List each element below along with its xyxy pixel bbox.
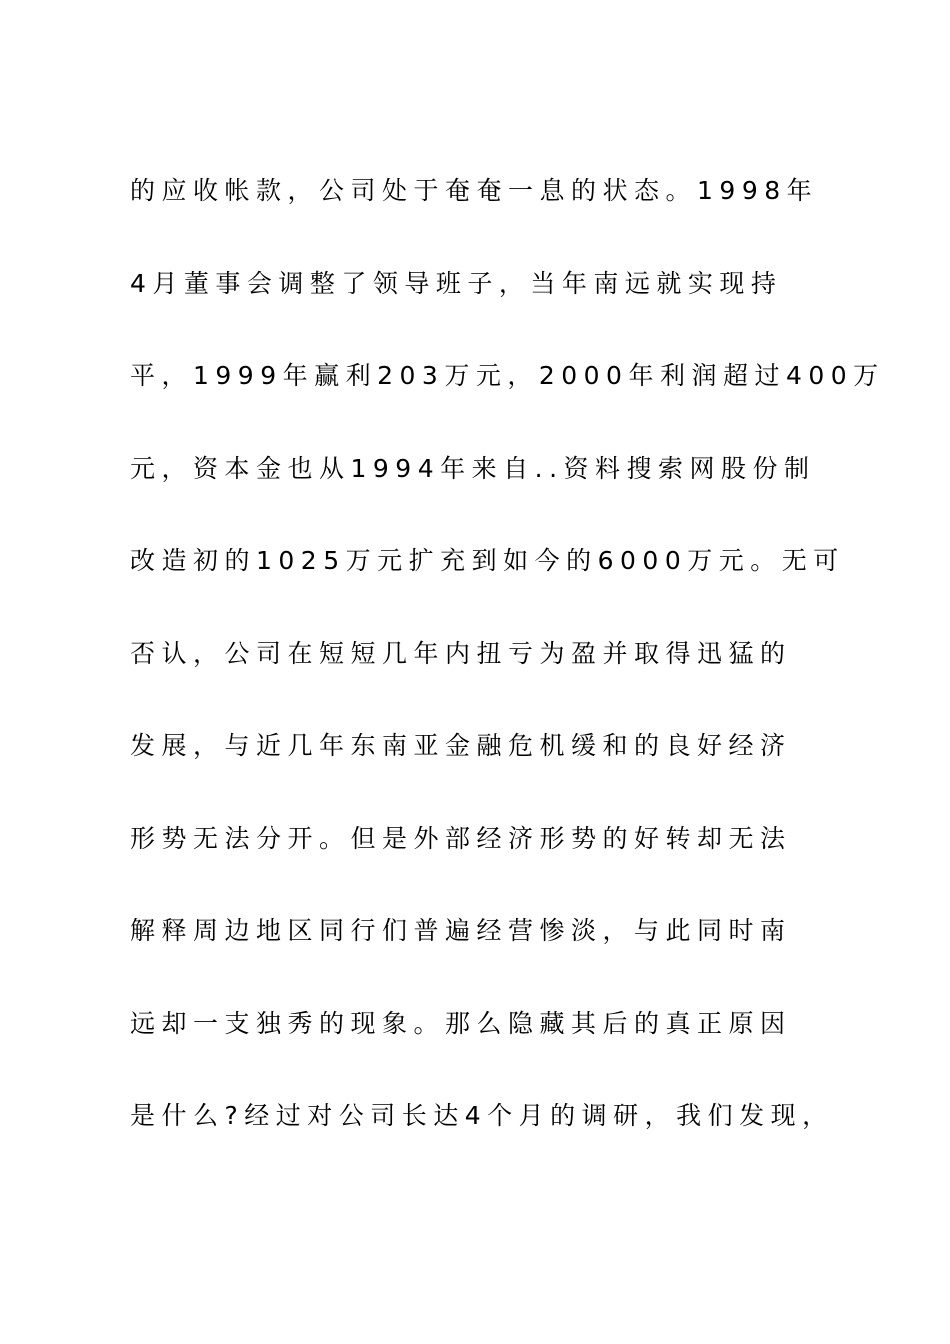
body-text (130, 166, 885, 1184)
text-line: 否认，公司在短短几年内扭亏为盈并取得迅猛的 (130, 638, 792, 668)
text-line: 的应收帐款，公司处于奄奄一息的状态。1998年 (130, 176, 819, 205)
text-line: 是什么?经过对公司长达4个月的调研，我们发现， (130, 1101, 834, 1130)
text-line: 改造初的1025万元扩充到如今的6000万元。无可 (130, 546, 845, 575)
text-line: 4月董事会调整了领导班子，当年南远就实现持 (130, 268, 783, 298)
text-line: 元，资本金也从1994年来自..资料搜索网股份制 (130, 453, 816, 483)
text-line: 解释周边地区同行们普遍经营惨淡，与此同时南 (130, 916, 792, 945)
text-line: 形势无法分开。但是外部经济形势的好转却无法 (130, 823, 792, 853)
text-line: 远却一支独秀的现象。那么隐藏其后的真正原因 (130, 1008, 792, 1038)
text-line: 平，1999年赢利203万元，2000年利润超过400万 (130, 361, 885, 390)
text-line: 发展，与近几年东南亚金融危机缓和的良好经济 (130, 731, 792, 760)
